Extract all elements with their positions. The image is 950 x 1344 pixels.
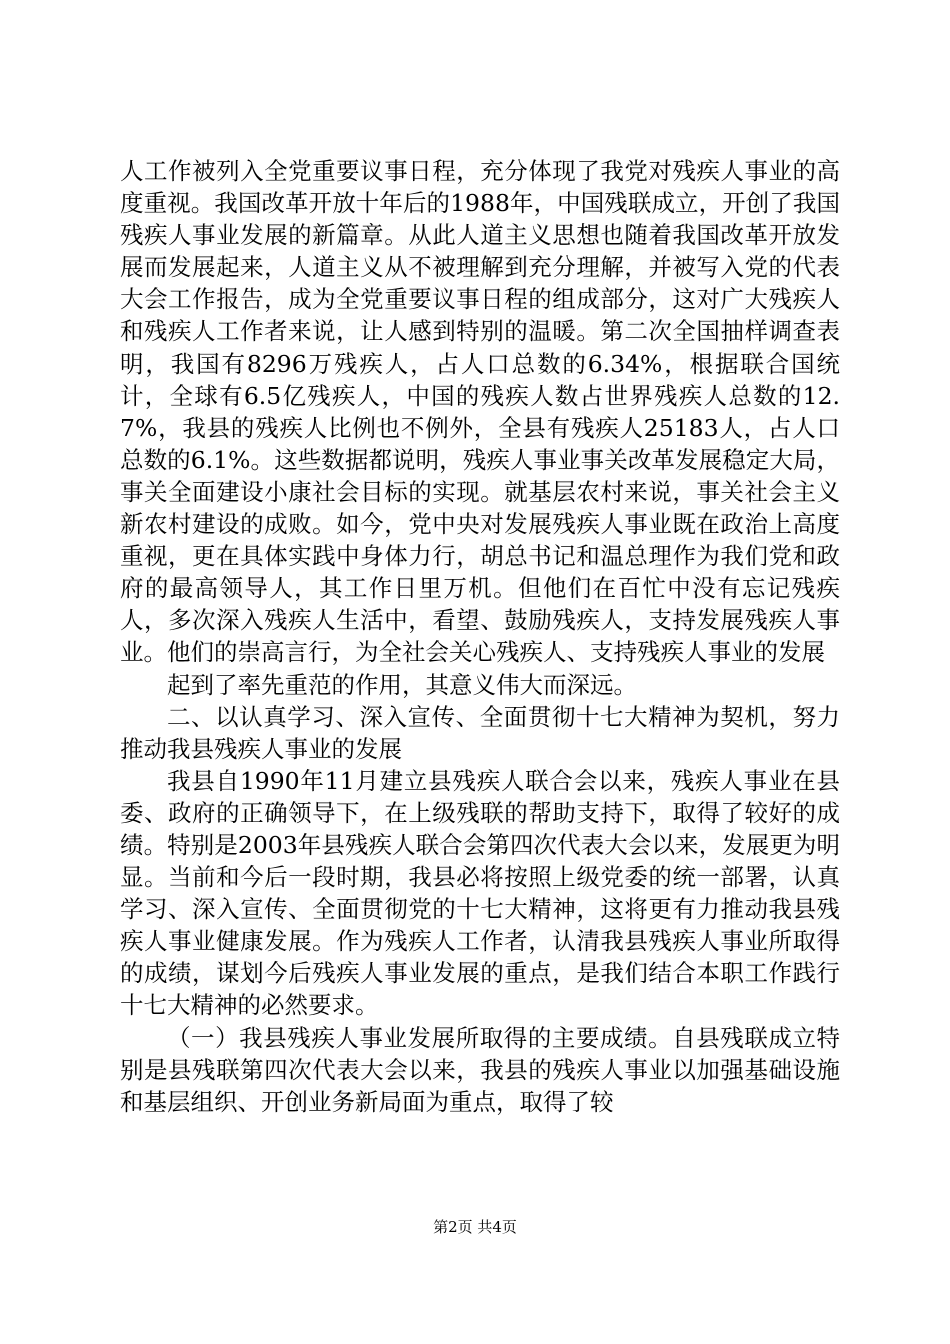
section-heading-2: 二、以认真学习、深入宣传、全面贯彻十七大精神为契机，努力推动我县残疾人事业的发展 <box>120 702 840 763</box>
paragraph-2: 起到了率先重范的作用，其意义伟大而深远。 <box>167 670 637 699</box>
document-body <box>120 155 840 1118</box>
paragraph-3: 我县自1990年11月建立县残疾人联合会以来，残疾人事业在县委、政府的正确领导下，在上级残联的帮助支持下，取得了较好的成绩。特别是2003年县残疾人联合会第四次代表大会以来，发展更为明显。当前和今后一段时期，我县必将按照上级党委的统一部署，认真学习、深入宣传、全面贯彻党的十七大精神，这将更有力推动我县残疾人事业健康发展。作为残疾人工作者，认清我县残疾人事业所取得的成绩，谋划今后残疾人事业发展的重点，是我们结合本职工作践行十七大精神的必然要求。 <box>120 766 840 1020</box>
paragraph-4: （一）我县残疾人事业发展所取得的主要成绩。自县残联成立特别是县残联第四次代表大会以来，我县的残疾人事业以加强基础设施和基层组织、开创业务新局面为重点，取得了较 <box>120 1023 840 1116</box>
paragraph-1: 人工作被列入全党重要议事日程，充分体现了我党对残疾人事业的高度重视。我国改革开放十年后的1988年，中国残联成立，开创了我国残疾人事业发展的新篇章。从此人道主义思想也随着我国改革开放发展而发展起来，人道主义从不被理解到充分理解，并被写入党的代表大会工作报告，成为全党重要议事日程的组成部分，这对广大残疾人和残疾人工作者来说，让人感到特别的温暖。第二次全国抽样调查表明，我国有8296万残疾人，占人口总数的6.34%，根据联合国统计，全球有6.5亿残疾人，中国的残疾人数占世界残疾人总数的12.7%，我县的残疾人比例也不例外，全县有残疾人25183人，占人口总数的6.1%。这些数据都说明，残疾人事业事关改革发展稳定大局，事关全面建设小康社会目标的实现。就基层农村来说，事关社会主义新农村建设的成败。如今，党中央对发展残疾人事业既在政治上高度重视，更在具体实践中身体力行，胡总书记和温总理作为我们党和政府的最高领导人，其工作日里万机。但他们在百忙中没有忘记残疾人，多次深入残疾人生活中，看望、鼓励残疾人，支持发展残疾人事业。他们的崇高言行，为全社会关心残疾人、支持残疾人事业的发展 <box>120 157 840 667</box>
page-number-footer: 第2页 共4页 <box>433 1218 517 1236</box>
